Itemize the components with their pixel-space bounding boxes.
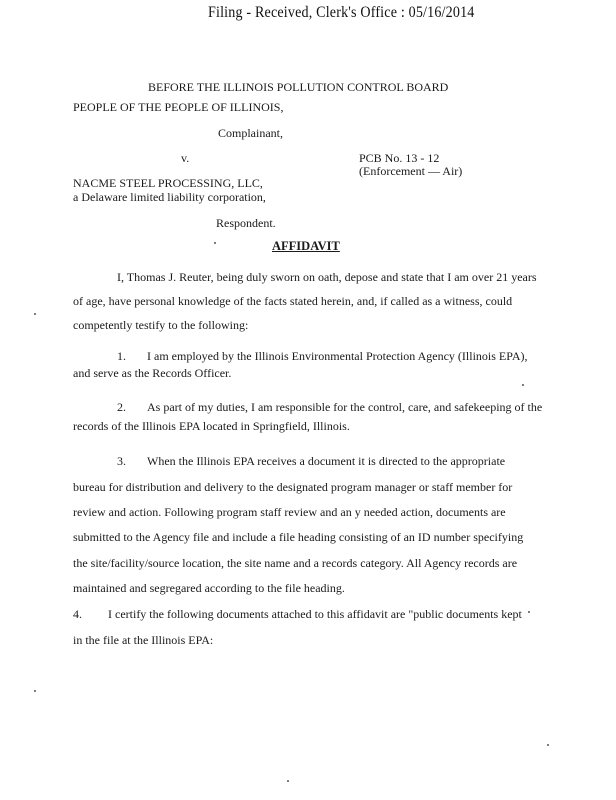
filing-stamp: Filing - Received, Clerk's Office : 05/16/2014 bbox=[208, 4, 475, 21]
paragraph-line: As part of my duties, I am responsible for the control, care, and safekeeping of the bbox=[147, 400, 543, 414]
intro-line: competently testify to the following: bbox=[73, 318, 249, 332]
case-type: (Enforcement — Air) bbox=[359, 164, 463, 178]
paragraph-line: the site/facility/source location, the site name and a records category. All Agency records are bbox=[73, 556, 518, 570]
paragraph-line: When the Illinois EPA receives a document it is directed to the appropriate bbox=[147, 454, 506, 468]
scan-speck bbox=[547, 744, 549, 746]
paragraph-line: submitted to the Agency file and include a file heading consisting of an ID number specifying bbox=[73, 530, 524, 544]
case-number: PCB No. 13 - 12 bbox=[359, 151, 440, 165]
scan-speck bbox=[214, 242, 216, 244]
paragraph-line: bureau for distribution and delivery to the designated program manager or staff member for bbox=[73, 480, 513, 494]
paragraph-line: I am employed by the Illinois Environmental Protection Agency (Illinois EPA), bbox=[147, 349, 528, 363]
paragraph-line: and serve as the Records Officer. bbox=[73, 366, 232, 380]
scan-speck bbox=[34, 690, 36, 692]
respondent-label: Respondent. bbox=[216, 216, 276, 230]
defendant-name: NACME STEEL PROCESSING, LLC, bbox=[73, 176, 263, 190]
defendant-description: a Delaware limited liability corporation, bbox=[73, 190, 266, 204]
versus-label: v. bbox=[181, 151, 190, 165]
paragraph-line: maintained and segregared according to the file heading. bbox=[73, 581, 345, 595]
paragraph-line: in the file at the Illinois EPA: bbox=[73, 633, 214, 647]
scan-speck bbox=[528, 611, 530, 613]
scan-speck bbox=[287, 780, 289, 782]
plaintiff-name: PEOPLE OF THE PEOPLE OF ILLINOIS, bbox=[73, 100, 284, 114]
paragraph-line: I certify the following documents attached to this affidavit are "public documents kept bbox=[108, 607, 522, 621]
paragraph-number: 3. bbox=[117, 454, 126, 468]
intro-line: I, Thomas J. Reuter, being duly sworn on oath, depose and state that I am over 21 years bbox=[117, 270, 537, 284]
intro-line: of age, have personal knowledge of the facts stated herein, and, if called as a witness, could bbox=[73, 294, 513, 308]
scan-speck bbox=[522, 384, 524, 386]
paragraph-number: 1. bbox=[117, 349, 126, 363]
paragraph-line: records of the Illinois EPA located in Springfield, Illinois. bbox=[73, 419, 350, 433]
paragraph-number: 4. bbox=[73, 607, 82, 621]
paragraph-line: review and action. Following program staff review and an y needed action, documents are bbox=[73, 505, 506, 519]
paragraph-number: 2. bbox=[117, 400, 126, 414]
board-heading: BEFORE THE ILLINOIS POLLUTION CONTROL BOARD bbox=[148, 80, 449, 94]
scan-speck bbox=[34, 313, 36, 315]
document-title: AFFIDAVIT bbox=[272, 239, 340, 253]
complainant-label: Complainant, bbox=[218, 126, 283, 140]
